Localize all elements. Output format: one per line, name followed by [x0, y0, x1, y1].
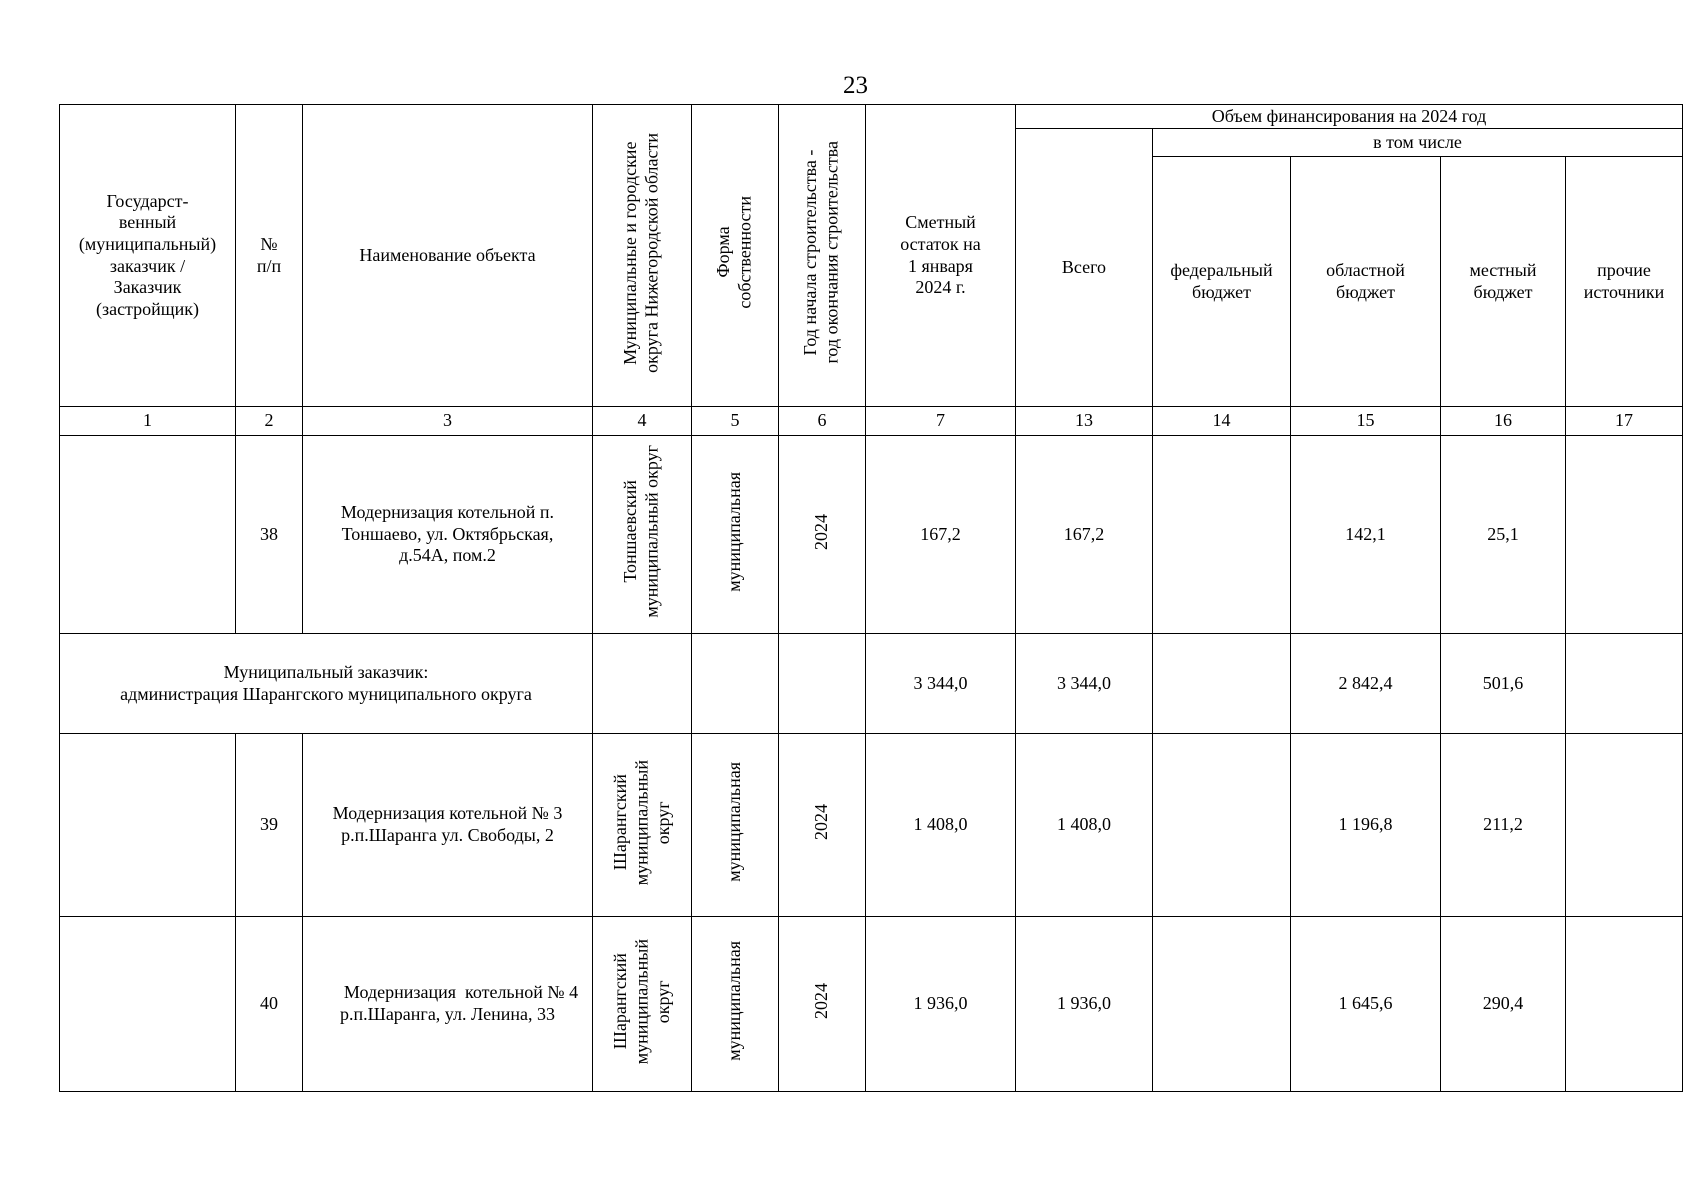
- other-cell: [1566, 436, 1683, 634]
- page-number: 23: [843, 72, 868, 99]
- estimate-cell: 3 344,0: [866, 634, 1016, 734]
- federal-cell: [1153, 917, 1291, 1092]
- header-funding: Объем финансирования на 2024 год: [1016, 105, 1683, 129]
- federal-cell: [1153, 436, 1291, 634]
- column-number: 7: [866, 407, 1016, 436]
- ownership-cell: [692, 634, 779, 734]
- column-numbers-row: [60, 407, 1683, 436]
- column-number: 15: [1291, 407, 1441, 436]
- column-number: 2: [236, 407, 303, 436]
- column-number: 6: [779, 407, 866, 436]
- row-number: 38: [236, 436, 303, 634]
- header-other: прочие источники: [1566, 157, 1683, 407]
- header-federal: федеральный бюджет: [1153, 157, 1291, 407]
- federal-cell: [1153, 634, 1291, 734]
- header-including: в том числе: [1153, 129, 1683, 157]
- local-cell: 290,4: [1441, 917, 1566, 1092]
- header-total: Всего: [1016, 129, 1153, 407]
- header-regional: областной бюджет: [1291, 157, 1441, 407]
- local-cell: 25,1: [1441, 436, 1566, 634]
- year-cell: 2024: [779, 436, 866, 634]
- other-cell: [1566, 917, 1683, 1092]
- header-number: № п/п: [236, 105, 303, 407]
- local-cell: 211,2: [1441, 734, 1566, 917]
- column-number: 3: [303, 407, 593, 436]
- header-local: местный бюджет: [1441, 157, 1566, 407]
- district-cell: Шарангский муниципальный округ: [593, 917, 692, 1092]
- customer-cell: [60, 436, 236, 634]
- header-estimate: Сметный остаток на 1 января 2024 г.: [866, 105, 1016, 407]
- other-cell: [1566, 734, 1683, 917]
- regional-cell: 2 842,4: [1291, 634, 1441, 734]
- object-name: Модернизация котельной № 4 р.п.Шаранга, ул. Ленина, 33: [303, 917, 593, 1092]
- header-district: Муниципальные и городские округа Нижегородской области: [593, 105, 692, 407]
- row-number: 40: [236, 917, 303, 1092]
- table-row: [60, 917, 1683, 1092]
- district-cell: [593, 634, 692, 734]
- district-cell: Тоншаевский муниципальный округ: [593, 436, 692, 634]
- header-customer: Государст- венный (муниципальный) заказчик / Заказчик (застройщик): [60, 105, 236, 407]
- table-row: [60, 436, 1683, 634]
- column-number: 4: [593, 407, 692, 436]
- column-number: 5: [692, 407, 779, 436]
- regional-cell: 142,1: [1291, 436, 1441, 634]
- header-years: Год начала строительства - год окончания строительства: [779, 105, 866, 407]
- total-cell: 3 344,0: [1016, 634, 1153, 734]
- total-cell: 1 408,0: [1016, 734, 1153, 917]
- estimate-cell: 1 408,0: [866, 734, 1016, 917]
- district-cell: Шарангский муниципальный округ: [593, 734, 692, 917]
- column-number: 13: [1016, 407, 1153, 436]
- customer-cell: [60, 734, 236, 917]
- column-number: 1: [60, 407, 236, 436]
- group-title: Муниципальный заказчик: администрация Шарангского муниципального округа: [60, 634, 593, 734]
- column-number: 14: [1153, 407, 1291, 436]
- year-cell: 2024: [779, 917, 866, 1092]
- ownership-cell: муниципальная: [692, 436, 779, 634]
- year-cell: 2024: [779, 734, 866, 917]
- estimate-cell: 167,2: [866, 436, 1016, 634]
- group-row: [60, 634, 1683, 734]
- object-name: Модернизация котельной № 3 р.п.Шаранга ул. Свободы, 2: [303, 734, 593, 917]
- ownership-cell: муниципальная: [692, 917, 779, 1092]
- ownership-cell: муниципальная: [692, 734, 779, 917]
- financing-table: [59, 104, 1683, 1092]
- total-cell: 167,2: [1016, 436, 1153, 634]
- local-cell: 501,6: [1441, 634, 1566, 734]
- column-number: 16: [1441, 407, 1566, 436]
- customer-cell: [60, 917, 236, 1092]
- total-cell: 1 936,0: [1016, 917, 1153, 1092]
- column-number: 17: [1566, 407, 1683, 436]
- header-ownership: Форма собственности: [692, 105, 779, 407]
- regional-cell: 1 196,8: [1291, 734, 1441, 917]
- regional-cell: 1 645,6: [1291, 917, 1441, 1092]
- header-object-name: Наименование объекта: [303, 105, 593, 407]
- object-name: Модернизация котельной п. Тоншаево, ул. Октябрьская, д.54А, пом.2: [303, 436, 593, 634]
- table-row: [60, 734, 1683, 917]
- row-number: 39: [236, 734, 303, 917]
- estimate-cell: 1 936,0: [866, 917, 1016, 1092]
- other-cell: [1566, 634, 1683, 734]
- year-cell: [779, 634, 866, 734]
- federal-cell: [1153, 734, 1291, 917]
